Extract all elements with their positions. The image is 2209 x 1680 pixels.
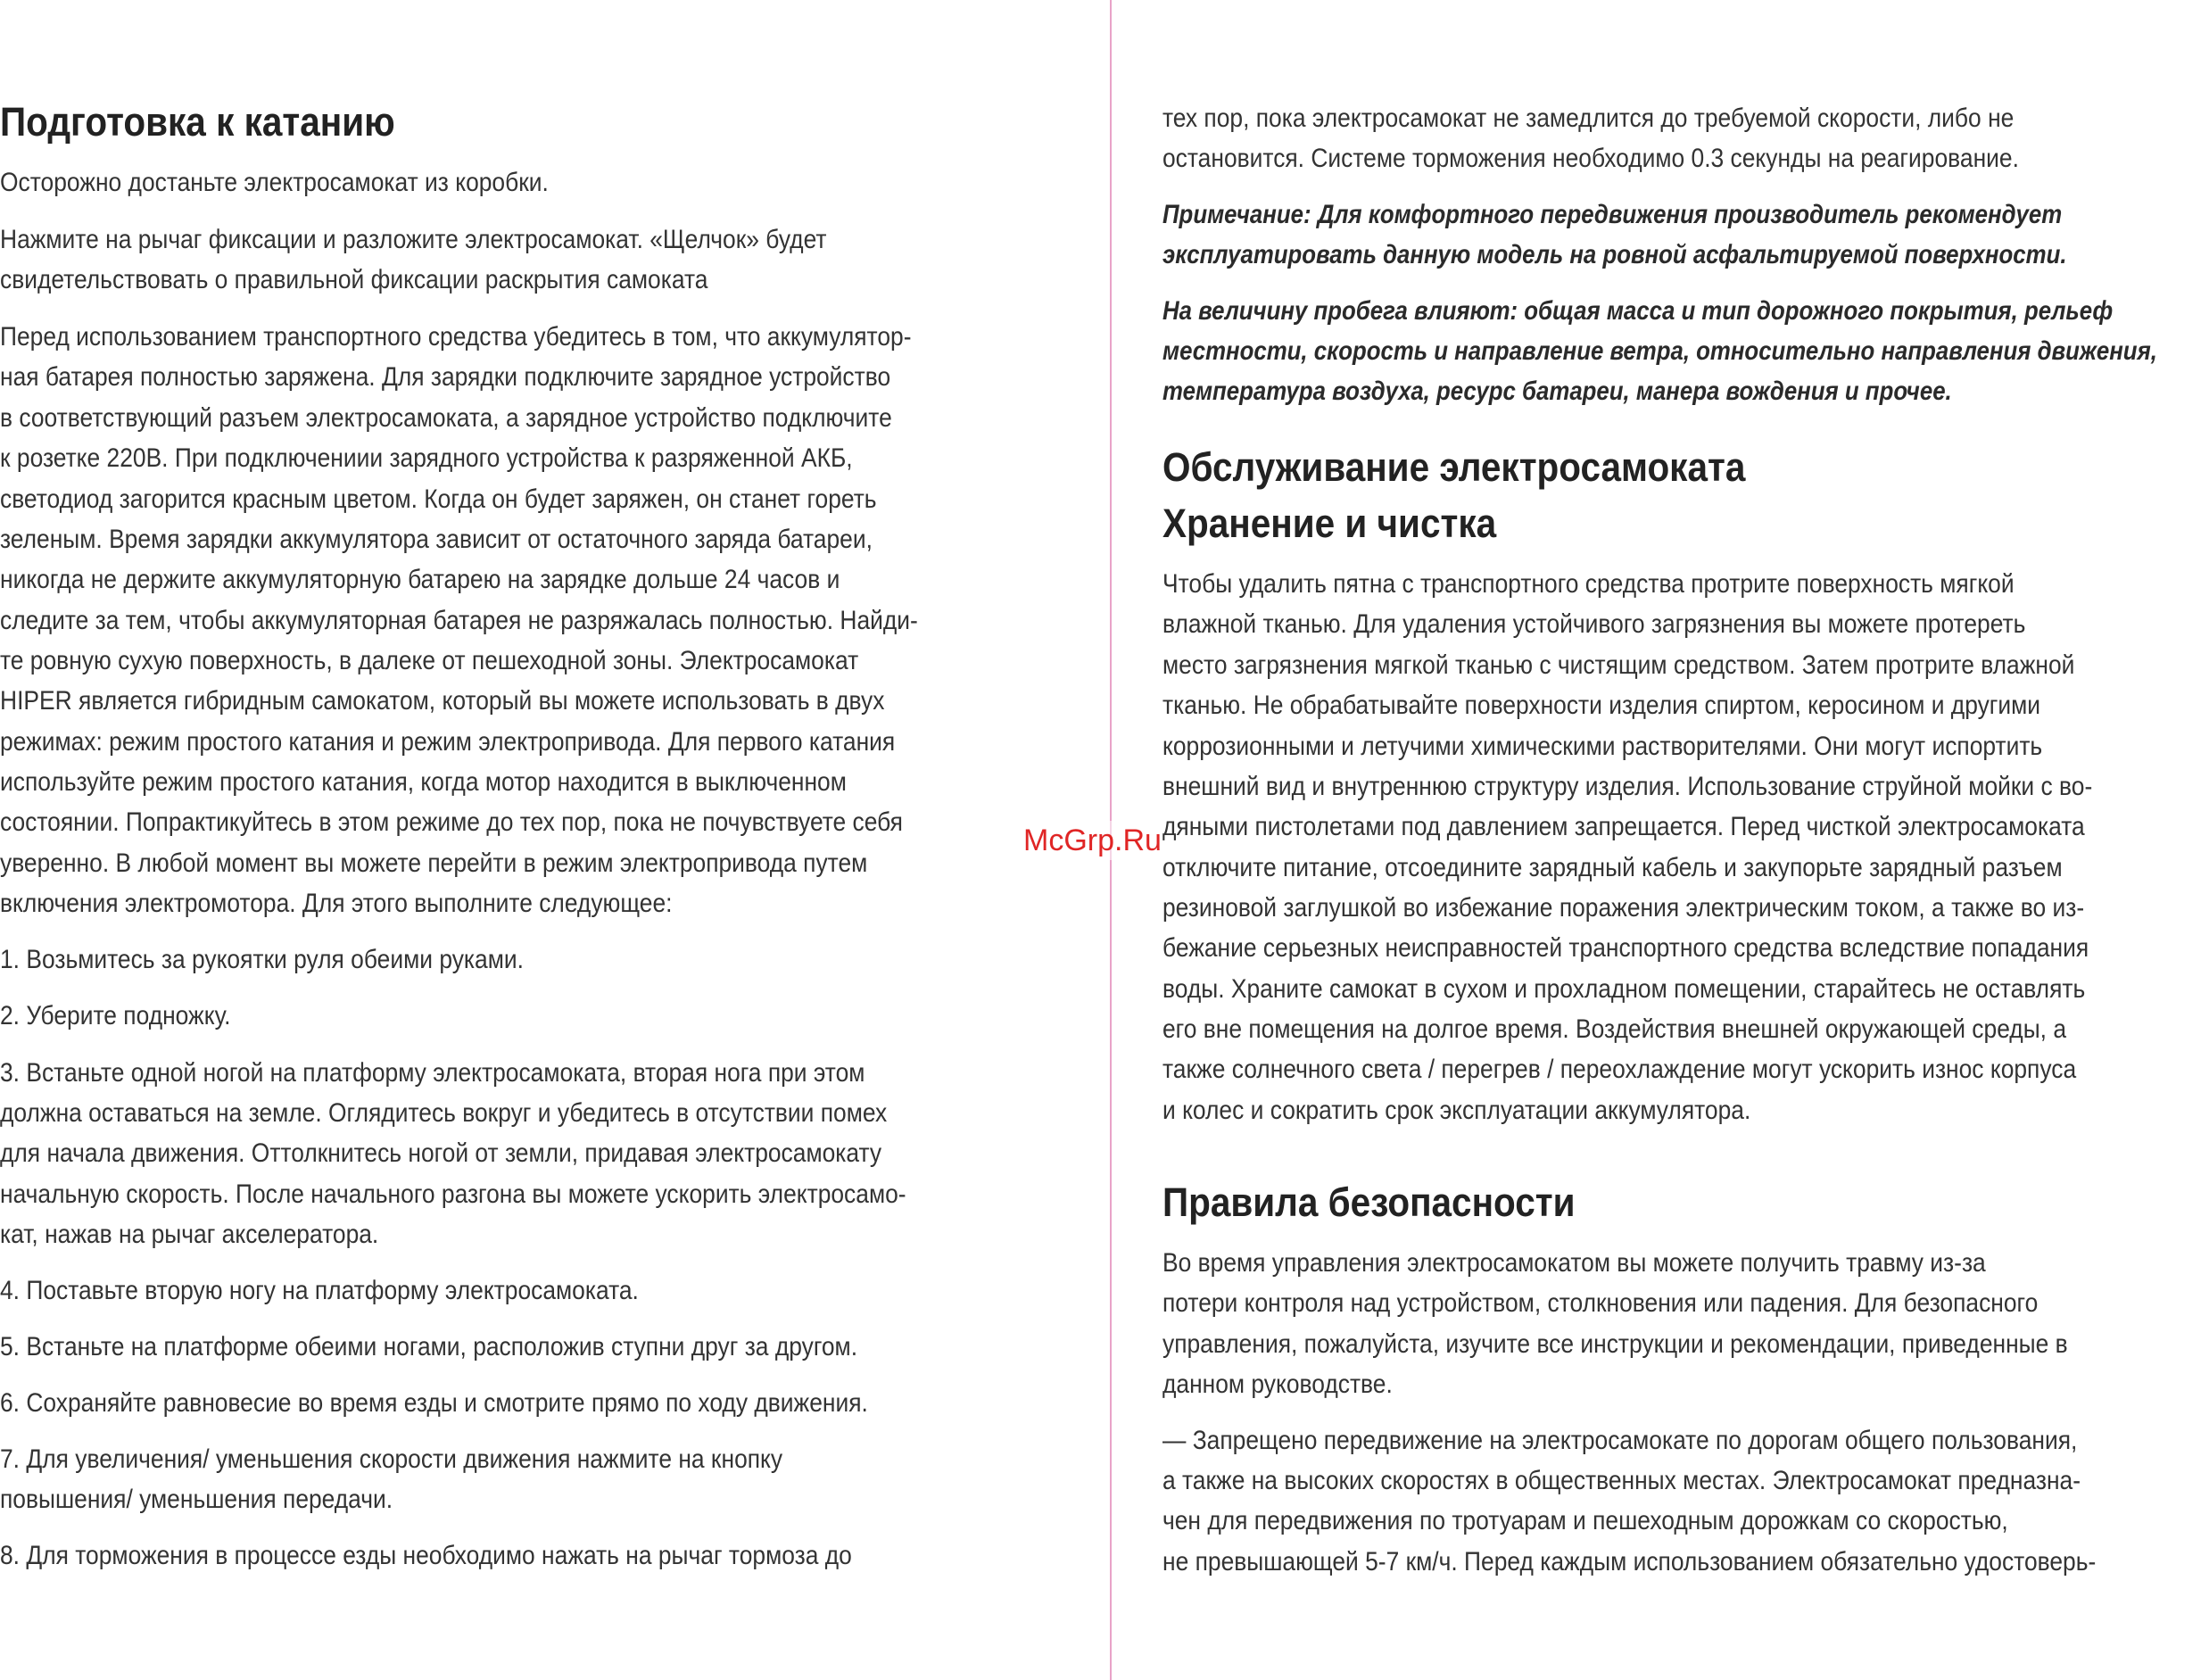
text-line: в соответствующий разъем электросамоката, а зарядное устройство подключите: [0, 403, 892, 433]
text-line: те ровную сухую поверхность, в далеке от пешеходной зоны. Электросамокат: [0, 646, 859, 675]
text-line: дяными пистолетами под давлением запрещается. Перед чисткой электросамоката: [1162, 812, 2085, 841]
text-line: а также на высоких скоростях в общественных местах. Электросамокат предназна-: [1162, 1466, 2081, 1495]
step-item: 2. Уберите подножку.: [0, 1001, 231, 1030]
note-line: На величину пробега влияют: общая масса и тип дорожного покрытия, рельеф: [1162, 296, 2114, 326]
text-line: потери контроля над устройством, столкновения или падения. Для безопасного: [1162, 1288, 2039, 1318]
text-line: следите за тем, чтобы аккумуляторная батарея не разряжалась полностью. Найди-: [0, 606, 918, 635]
text-line: ная батарея полностью заряжена. Для зарядки подключите зарядное устройство: [0, 362, 891, 392]
text-line: Нажмите на рычаг фиксации и разложите электросамокат. «Щелчок» будет: [0, 225, 827, 254]
text-line: никогда не держите аккумуляторную батарею на зарядке дольше 24 часов и: [0, 565, 840, 594]
text-line: его вне помещения на долгое время. Воздействия внешней окружающей среды, а: [1162, 1014, 2067, 1044]
text-line: начальную скорость. После начального разгона вы можете ускорить электросамо-: [0, 1179, 906, 1209]
note-line: Примечание: Для комфортного передвижения производитель рекомендует: [1162, 200, 2063, 229]
heading-safety: Правила безопасности: [1162, 1179, 1576, 1225]
text-line: включения электромотора. Для этого выполните следующее:: [0, 889, 673, 918]
text-line: влажной тканью. Для удаления устойчивого загрязнения вы можете протереть: [1162, 609, 2026, 639]
text-line: для начала движения. Оттолкнитесь ногой от земли, придавая электросамокату: [0, 1138, 882, 1168]
text-line: место загрязнения мягкой тканью с чистящим средством. Затем протрите влажной: [1162, 650, 2075, 680]
text-line: — Запрещено передвижение на электросамокате по дорогам общего пользования,: [1162, 1426, 2078, 1455]
text-line: отключите питание, отсоедините зарядный кабель и закупорьте зарядный разъем: [1162, 853, 2063, 882]
text-line: кат, нажав на рычаг акселератора.: [0, 1220, 379, 1249]
text-line: свидетельствовать о правильной фиксации раскрытия самоката: [0, 265, 708, 294]
text-line: Чтобы удалить пятна с транспортного средства протрите поверхность мягкой: [1162, 569, 2015, 599]
heading-storage: Хранение и чистка: [1162, 501, 1497, 546]
text-line: должна оставаться на земле. Оглядитесь вокруг и убедитесь в отсутствии помех: [0, 1098, 888, 1128]
text-line: управления, пожалуйста, изучите все инструкции и рекомендации, приведенные в: [1162, 1329, 2068, 1359]
note-line: эксплуатировать данную модель на ровной асфальтируемой поверхности.: [1162, 240, 2067, 269]
text-line: используйте режим простого катания, когда мотор находится в выключенном: [0, 767, 847, 797]
text-line: тех пор, пока электросамокат не замедлится до требуемой скорости, либо не: [1162, 103, 2015, 133]
step-item: 4. Поставьте вторую ногу на платформу электросамоката.: [0, 1276, 639, 1305]
text-line: не превышающей 5-7 км/ч. Перед каждым использованием обязательно удостоверь-: [1162, 1547, 2097, 1577]
step-item: 8. Для торможения в процессе езды необходимо нажать на рычаг тормоза до: [0, 1541, 852, 1570]
text-line: чен для передвижения по тротуарам и пешеходным дорожкам со скоростью,: [1162, 1506, 2008, 1535]
text-line: режимах: режим простого катания и режим электропривода. Для первого катания: [0, 727, 896, 757]
text-line: данном руководстве.: [1162, 1370, 1393, 1399]
text-line: бежание серьезных неисправностей транспортного средства вследствие попадания: [1162, 933, 2089, 963]
text-line: состоянии. Попрактикуйтесь в этом режиме до тех пор, пока не почувствуете себя: [0, 807, 903, 837]
text-line: Во время управления электросамокатом вы можете получить травму из-за: [1162, 1248, 1986, 1278]
text-line: к розетке 220В. При подключениии зарядного устройства к разряженной АКБ,: [0, 443, 853, 473]
text-line: остановится. Системе торможения необходимо 0.3 секунды на реагирование.: [1162, 144, 2019, 173]
text-line: тканью. Не обрабатывайте поверхности изделия спиртом, керосином и другими: [1162, 691, 2041, 720]
text-line: повышения/ уменьшения передачи.: [0, 1485, 393, 1514]
note-line: температура воздуха, ресурс батареи, манера вождения и прочее.: [1162, 377, 1952, 406]
text-line: коррозионными и летучими химическими растворителями. Они могут испортить: [1162, 732, 2043, 761]
text-line: зеленым. Время зарядки аккумулятора зависит от остаточного заряда батареи,: [0, 525, 873, 554]
text-line: Перед использованием транспортного средства убедитесь в том, что аккумулятор-: [0, 322, 912, 352]
heading-service: Обслуживание электросамоката: [1162, 444, 1746, 490]
text-line: воды. Храните самокат в сухом и прохладном помещении, старайтесь не оставлять: [1162, 974, 2086, 1004]
text-line: резиновой заглушкой во избежание поражения электрическим током, а также во из-: [1162, 893, 2085, 923]
text-line: также солнечного света / перегрев / переохлаждение могут ускорить износ корпуса: [1162, 1055, 2077, 1084]
watermark-text: McGrp.Ru: [1023, 821, 1162, 860]
step-item: 7. Для увеличения/ уменьшения скорости движения нажмите на кнопку: [0, 1444, 783, 1474]
step-item: 1. Возьмитесь за рукоятки руля обеими руками.: [0, 945, 524, 974]
text-line: HIPER является гибридным самокатом, который вы можете использовать в двух: [0, 686, 885, 716]
text-line: уверенно. В любой момент вы можете перейти в режим электропривода путем: [0, 848, 868, 878]
text-line: Осторожно достаньте электросамокат из коробки.: [0, 168, 549, 197]
text-line: и колес и сократить срок эксплуатации аккумулятора.: [1162, 1096, 1751, 1125]
text-line: внешний вид и внутреннюю структуру изделия. Использование струйной мойки с во-: [1162, 772, 2093, 801]
step-item: 3. Встаньте одной ногой на платформу электросамоката, вторая нога при этом: [0, 1058, 865, 1088]
step-item: 5. Встаньте на платформе обеими ногами, расположив ступни друг за другом.: [0, 1332, 858, 1361]
note-line: местности, скорость и направление ветра, относительно направления движения,: [1162, 336, 2157, 366]
step-item: 6. Сохраняйте равновесие во время езды и смотрите прямо по ходу движения.: [0, 1388, 868, 1418]
text-line: светодиод загорится красным цветом. Когда он будет заряжен, он станет гореть: [0, 484, 877, 514]
heading-preparation: Подготовка к катанию: [0, 99, 395, 145]
